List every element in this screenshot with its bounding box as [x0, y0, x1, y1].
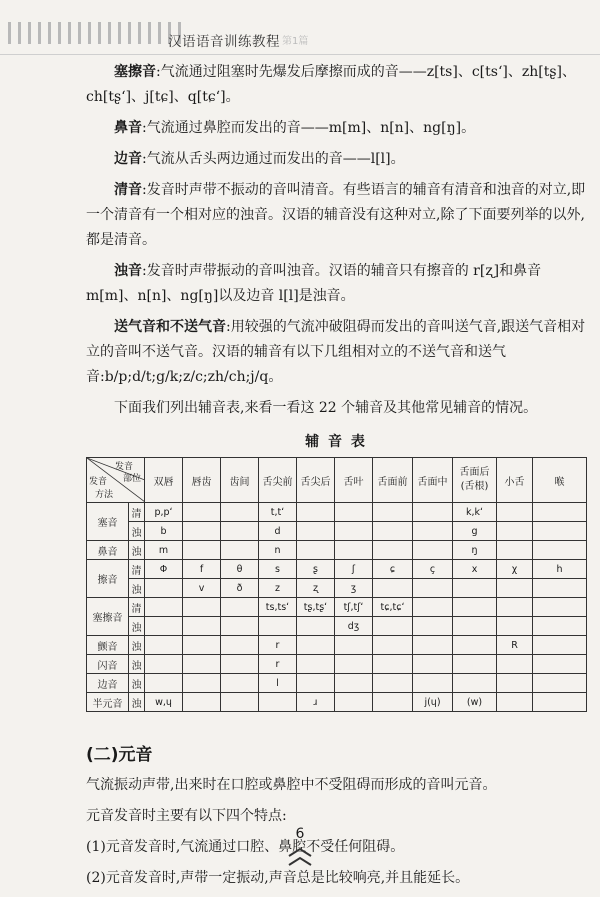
manner-label: 边音 [87, 674, 129, 693]
consonant-cell: j(ɥ) [413, 693, 453, 712]
consonant-cell [413, 598, 453, 617]
col-header: 小舌 [497, 458, 533, 503]
voicing-label: 浊 [129, 693, 145, 712]
page-body [86, 60, 586, 897]
consonant-cell [413, 674, 453, 693]
consonant-cell [221, 617, 259, 636]
voicing-label: 浊 [129, 674, 145, 693]
consonant-cell [533, 522, 587, 541]
paragraph-nasal [86, 116, 586, 141]
consonant-cell [221, 693, 259, 712]
consonant-cell: v [183, 579, 221, 598]
consonant-cell [373, 522, 413, 541]
consonant-cell [297, 655, 335, 674]
term-lateral: 边音 [114, 151, 142, 167]
header-rule [0, 54, 600, 55]
table-row [87, 503, 587, 522]
consonant-cell: k,kʻ [453, 503, 497, 522]
consonant-cell [497, 674, 533, 693]
consonant-cell: r [259, 655, 297, 674]
voicing-label: 浊 [129, 617, 145, 636]
consonant-cell: g [453, 522, 497, 541]
consonant-cell [145, 655, 183, 674]
table-row [87, 522, 587, 541]
consonant-cell [453, 579, 497, 598]
consonant-table [86, 457, 587, 712]
consonant-cell [221, 522, 259, 541]
table-body [87, 503, 587, 712]
paragraph-lateral [86, 147, 586, 172]
consonant-cell [413, 579, 453, 598]
consonant-cell: l [259, 674, 297, 693]
consonant-cell: ʐ [297, 579, 335, 598]
manner-label: 擦音 [87, 560, 129, 598]
voicing-label: 浊 [129, 579, 145, 598]
table-row [87, 598, 587, 617]
consonant-cell [335, 522, 373, 541]
corner-label-bottom: 方法 [95, 490, 114, 500]
table-row [87, 541, 587, 560]
consonant-cell [373, 655, 413, 674]
consonant-cell: w,ɥ [145, 693, 183, 712]
consonant-cell [413, 617, 453, 636]
consonant-cell [221, 674, 259, 693]
consonant-cell [221, 636, 259, 655]
paragraph-voiced [86, 259, 586, 309]
table-row [87, 636, 587, 655]
consonant-cell: χ [497, 560, 533, 579]
page-header [0, 0, 600, 56]
consonant-cell: f [183, 560, 221, 579]
consonant-cell: tɕ,tɕʻ [373, 598, 413, 617]
term-voiceless: 清音 [114, 182, 142, 198]
term-aspirated: 送气音和不送气音 [114, 319, 226, 335]
consonant-cell [497, 503, 533, 522]
consonant-cell [497, 579, 533, 598]
consonant-cell [335, 541, 373, 560]
section-heading: (二)元音 [86, 745, 153, 765]
definition-nasal: :气流通过鼻腔而发出的音——m[m]、n[n]、ng[ŋ]。 [142, 120, 476, 136]
consonant-cell [533, 598, 587, 617]
consonant-cell [453, 636, 497, 655]
table-row [87, 693, 587, 712]
consonant-cell [373, 579, 413, 598]
col-header: 喉 [533, 458, 587, 503]
chevron-up-ornament-icon [285, 846, 315, 868]
consonant-cell [373, 541, 413, 560]
consonant-cell: m [145, 541, 183, 560]
consonant-cell [221, 503, 259, 522]
consonant-cell [183, 674, 221, 693]
consonant-cell [297, 617, 335, 636]
voicing-label: 浊 [129, 655, 145, 674]
consonant-cell: R [497, 636, 533, 655]
consonant-cell [183, 636, 221, 655]
consonant-cell [335, 693, 373, 712]
consonant-cell: n [259, 541, 297, 560]
consonant-cell: Φ [145, 560, 183, 579]
consonant-cell [145, 617, 183, 636]
consonant-cell [413, 503, 453, 522]
voicing-label: 浊 [129, 522, 145, 541]
consonant-cell: x [453, 560, 497, 579]
consonant-cell: d [259, 522, 297, 541]
consonant-cell [297, 674, 335, 693]
voicing-label: 浊 [129, 636, 145, 655]
consonant-cell [297, 522, 335, 541]
term-nasal: 鼻音 [114, 120, 142, 136]
consonant-cell [221, 655, 259, 674]
consonant-cell: ʒ [335, 579, 373, 598]
consonant-cell [497, 541, 533, 560]
table-row [87, 617, 587, 636]
col-header: 舌叶 [335, 458, 373, 503]
col-header: 舌面后 (舌根) [453, 458, 497, 503]
table-title: 辅 音 表 [305, 434, 367, 450]
consonant-cell [297, 503, 335, 522]
corner-label-mid: 发音 [89, 477, 108, 487]
corner-label-top: 发音 [115, 462, 134, 472]
consonant-cell [183, 598, 221, 617]
consonant-cell: ɹ [297, 693, 335, 712]
table-row [87, 674, 587, 693]
consonant-cell [453, 598, 497, 617]
consonant-cell [183, 693, 221, 712]
consonant-cell [533, 674, 587, 693]
consonant-cell [453, 617, 497, 636]
consonant-cell [413, 541, 453, 560]
consonant-cell: p,pʻ [145, 503, 183, 522]
consonant-cell [533, 655, 587, 674]
consonant-cell: s [259, 560, 297, 579]
table-row [87, 579, 587, 598]
consonant-cell: r [259, 636, 297, 655]
consonant-cell: ɕ [373, 560, 413, 579]
definition-lateral: :气流从舌头两边通过而发出的音——l[l]。 [142, 151, 405, 167]
consonant-cell [183, 655, 221, 674]
voicing-label: 清 [129, 598, 145, 617]
consonant-cell [145, 636, 183, 655]
consonant-cell: tʃ,tʃʻ [335, 598, 373, 617]
consonant-cell [259, 617, 297, 636]
consonant-cell [183, 617, 221, 636]
term-affricate: 塞擦音 [114, 64, 156, 80]
manner-label: 颤音 [87, 636, 129, 655]
consonant-cell: h [533, 560, 587, 579]
term-voiced: 浊音 [114, 263, 142, 279]
consonant-cell [373, 636, 413, 655]
page-number: 6 [295, 826, 305, 842]
consonant-cell [183, 522, 221, 541]
col-header: 齿间 [221, 458, 259, 503]
consonant-cell: z [259, 579, 297, 598]
paragraph-table-intro: 下面我们列出辅音表,来看一看这 22 个辅音及其他常见辅音的情况。 [114, 400, 538, 416]
col-header: 唇齿 [183, 458, 221, 503]
consonant-cell [297, 636, 335, 655]
consonant-cell [533, 503, 587, 522]
consonant-cell [497, 693, 533, 712]
consonant-cell: ts,tsʻ [259, 598, 297, 617]
consonant-cell [453, 655, 497, 674]
consonant-cell [413, 636, 453, 655]
definition-aspirated: :用较强的气流冲破阻碍而发出的音叫送气音,跟送气音相对立的音叫不送气音。汉语的辅音有以下几组相对立的不送气音和送气音:b/p;d/t;g/k;z/c;zh/ch;j/q。 [86, 319, 586, 385]
col-header: 双唇 [145, 458, 183, 503]
table-corner-cell [87, 458, 145, 503]
consonant-cell [533, 617, 587, 636]
book-title: 汉语语音训练教程 [168, 34, 280, 50]
consonant-cell: ð [221, 579, 259, 598]
consonant-cell: ŋ [453, 541, 497, 560]
consonant-cell: b [145, 522, 183, 541]
consonant-cell [145, 674, 183, 693]
section-line: (2)元音发音时,声带一定振动,声音总是比较响亮,并且能延长。 [86, 870, 470, 886]
voicing-label: 清 [129, 503, 145, 522]
col-header: 舌面前 [373, 458, 413, 503]
section-line: 元音发音时主要有以下四个特点: [86, 808, 287, 824]
consonant-cell: (w) [453, 693, 497, 712]
consonant-cell [221, 598, 259, 617]
consonant-cell [373, 503, 413, 522]
consonant-cell [335, 655, 373, 674]
header-decoration-bars [8, 22, 181, 44]
consonant-cell [533, 541, 587, 560]
consonant-cell [145, 579, 183, 598]
consonant-cell: θ [221, 560, 259, 579]
consonant-cell [413, 522, 453, 541]
consonant-cell [259, 693, 297, 712]
consonant-cell [497, 522, 533, 541]
manner-label: 鼻音 [87, 541, 129, 560]
consonant-cell [533, 693, 587, 712]
consonant-cell [413, 655, 453, 674]
col-header: 舌面中 [413, 458, 453, 503]
manner-label: 半元音 [87, 693, 129, 712]
consonant-cell [335, 636, 373, 655]
consonant-cell [497, 655, 533, 674]
consonant-cell: dʒ [335, 617, 373, 636]
paragraph-aspirated [86, 315, 586, 390]
consonant-cell [533, 579, 587, 598]
manner-label: 塞擦音 [87, 598, 129, 636]
consonant-cell: t,tʻ [259, 503, 297, 522]
col-header: 舌尖前 [259, 458, 297, 503]
definition-voiceless: :发音时声带不振动的音叫清音。有些语言的辅音有清音和浊音的对立,即一个清音有一个相对应的浊音。汉语的辅音没有这种对立,除了下面要列举的以外,都是清音。 [86, 182, 586, 248]
definition-affricate: :气流通过阻塞时先爆发后摩擦而成的音——z[ts]、c[tsʻ]、zh[tʂ]、ch[tʂʻ]、j[tɕ]、q[tɕʻ]。 [86, 64, 576, 105]
consonant-cell [497, 598, 533, 617]
consonant-cell [335, 503, 373, 522]
consonant-cell [183, 503, 221, 522]
voicing-label: 清 [129, 560, 145, 579]
paragraph-affricate [86, 60, 586, 110]
consonant-cell [221, 541, 259, 560]
consonant-cell [183, 541, 221, 560]
consonant-cell [373, 617, 413, 636]
manner-label: 塞音 [87, 503, 129, 541]
consonant-cell [335, 674, 373, 693]
consonant-cell [373, 693, 413, 712]
section-line: (1)元音发音时,气流通过口腔、鼻腔不受任何阻碍。 [86, 839, 405, 855]
manner-label: 闪音 [87, 655, 129, 674]
section-line: 气流振动声带,出来时在口腔或鼻腔中不受阻碍而形成的音叫元音。 [86, 777, 497, 793]
paragraph-voiceless [86, 178, 586, 253]
col-header: 舌尖后 [297, 458, 335, 503]
consonant-cell: ʃ [335, 560, 373, 579]
table-header-row [87, 458, 587, 503]
consonant-cell [453, 674, 497, 693]
consonant-cell [145, 598, 183, 617]
voicing-label: 浊 [129, 541, 145, 560]
table-row [87, 560, 587, 579]
consonant-cell: tʂ,tʂʻ [297, 598, 335, 617]
consonant-cell: ʂ [297, 560, 335, 579]
consonant-cell [373, 674, 413, 693]
chapter-tag: 第1篇 [282, 36, 309, 47]
table-row [87, 655, 587, 674]
corner-label-right: 部位 [123, 474, 142, 484]
consonant-cell [533, 636, 587, 655]
consonant-cell [497, 617, 533, 636]
consonant-cell [297, 541, 335, 560]
definition-voiced: :发音时声带振动的音叫浊音。汉语的辅音只有擦音的 r[ʐ]和鼻音 m[m]、n[n]、ng[ŋ]以及边音 l[l]是浊音。 [86, 263, 542, 304]
consonant-cell: ç [413, 560, 453, 579]
